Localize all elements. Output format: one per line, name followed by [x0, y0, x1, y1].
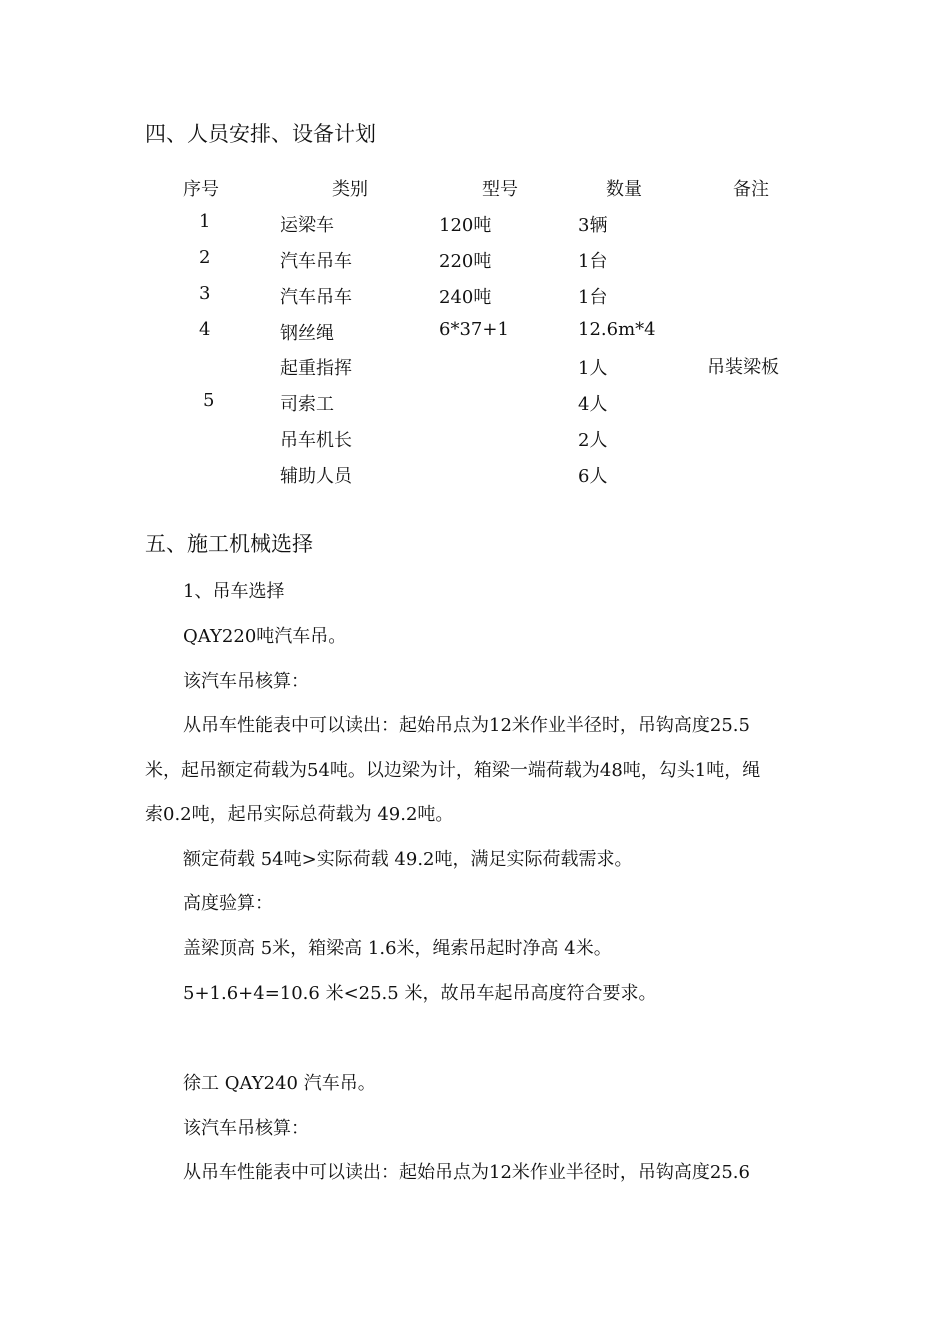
- paragraph: 该汽车吊核算：: [183, 671, 309, 692]
- section-5-heading: 五、施工机械选择: [145, 532, 313, 556]
- cell-category: 司索工: [280, 394, 334, 415]
- cell-category: 钢丝绳: [280, 323, 334, 344]
- cell-category: 汽车吊车: [280, 251, 352, 272]
- paragraph: 额定荷载 54吨>实际荷载 49.2吨，满足实际荷载需求。: [183, 849, 633, 870]
- paragraph: 徐工 QAY240 汽车吊。: [183, 1073, 376, 1094]
- paragraph: QAY220吨汽车吊。: [183, 626, 347, 647]
- cell-model: 120吨: [439, 215, 492, 236]
- paragraph: 盖梁顶高 5米，箱梁高 1.6米，绳索吊起时净高 4米。: [183, 938, 612, 959]
- cell-category: 吊车机长: [280, 430, 352, 451]
- header-no: 序号: [183, 179, 219, 200]
- cell-no: 3: [199, 283, 211, 304]
- header-model: 型号: [482, 179, 518, 200]
- header-category: 类别: [332, 179, 368, 200]
- cell-no: 2: [199, 247, 211, 268]
- cell-no: 5: [203, 390, 215, 411]
- paragraph: 该汽车吊核算：: [183, 1118, 309, 1139]
- paragraph: 5+1.6+4=10.6 米<25.5 米，故吊车起吊高度符合要求。: [183, 983, 657, 1004]
- cell-note: 吊装梁板: [707, 357, 779, 378]
- cell-qty: 1台: [578, 287, 608, 308]
- cell-qty: 12.6m*4: [578, 319, 656, 340]
- cell-qty: 4人: [578, 394, 608, 415]
- cell-qty: 2人: [578, 430, 608, 451]
- cell-category: 运梁车: [280, 215, 334, 236]
- cell-category: 辅助人员: [280, 466, 352, 487]
- subheading-crane-selection: 1、吊车选择: [183, 581, 285, 602]
- cell-no: 1: [199, 211, 211, 232]
- cell-qty: 1人: [578, 358, 608, 379]
- cell-category: 起重指挥: [280, 358, 352, 379]
- paragraph: 高度验算：: [183, 893, 273, 914]
- cell-model: 220吨: [439, 251, 492, 272]
- paragraph-line: 从吊车性能表中可以读出：起始吊点为12米作业半径时，吊钩高度25.6: [183, 1162, 750, 1183]
- paragraph-line: 索0.2吨，起吊实际总荷载为 49.2吨。: [145, 804, 454, 825]
- cell-category: 汽车吊车: [280, 287, 352, 308]
- cell-no: 4: [199, 319, 211, 340]
- section-4-heading: 四、人员安排、设备计划: [145, 122, 376, 146]
- header-qty: 数量: [606, 179, 642, 200]
- cell-qty: 1台: [578, 251, 608, 272]
- header-note: 备注: [733, 179, 769, 200]
- cell-qty: 6人: [578, 466, 608, 487]
- cell-qty: 3辆: [578, 215, 608, 236]
- paragraph-line: 米，起吊额定荷载为54吨。以边梁为计，箱梁一端荷载为48吨，勾头1吨，绳: [145, 760, 761, 781]
- cell-model: 240吨: [439, 287, 492, 308]
- paragraph-line: 从吊车性能表中可以读出：起始吊点为12米作业半径时，吊钩高度25.5: [183, 715, 750, 736]
- cell-model: 6*37+1: [439, 319, 509, 340]
